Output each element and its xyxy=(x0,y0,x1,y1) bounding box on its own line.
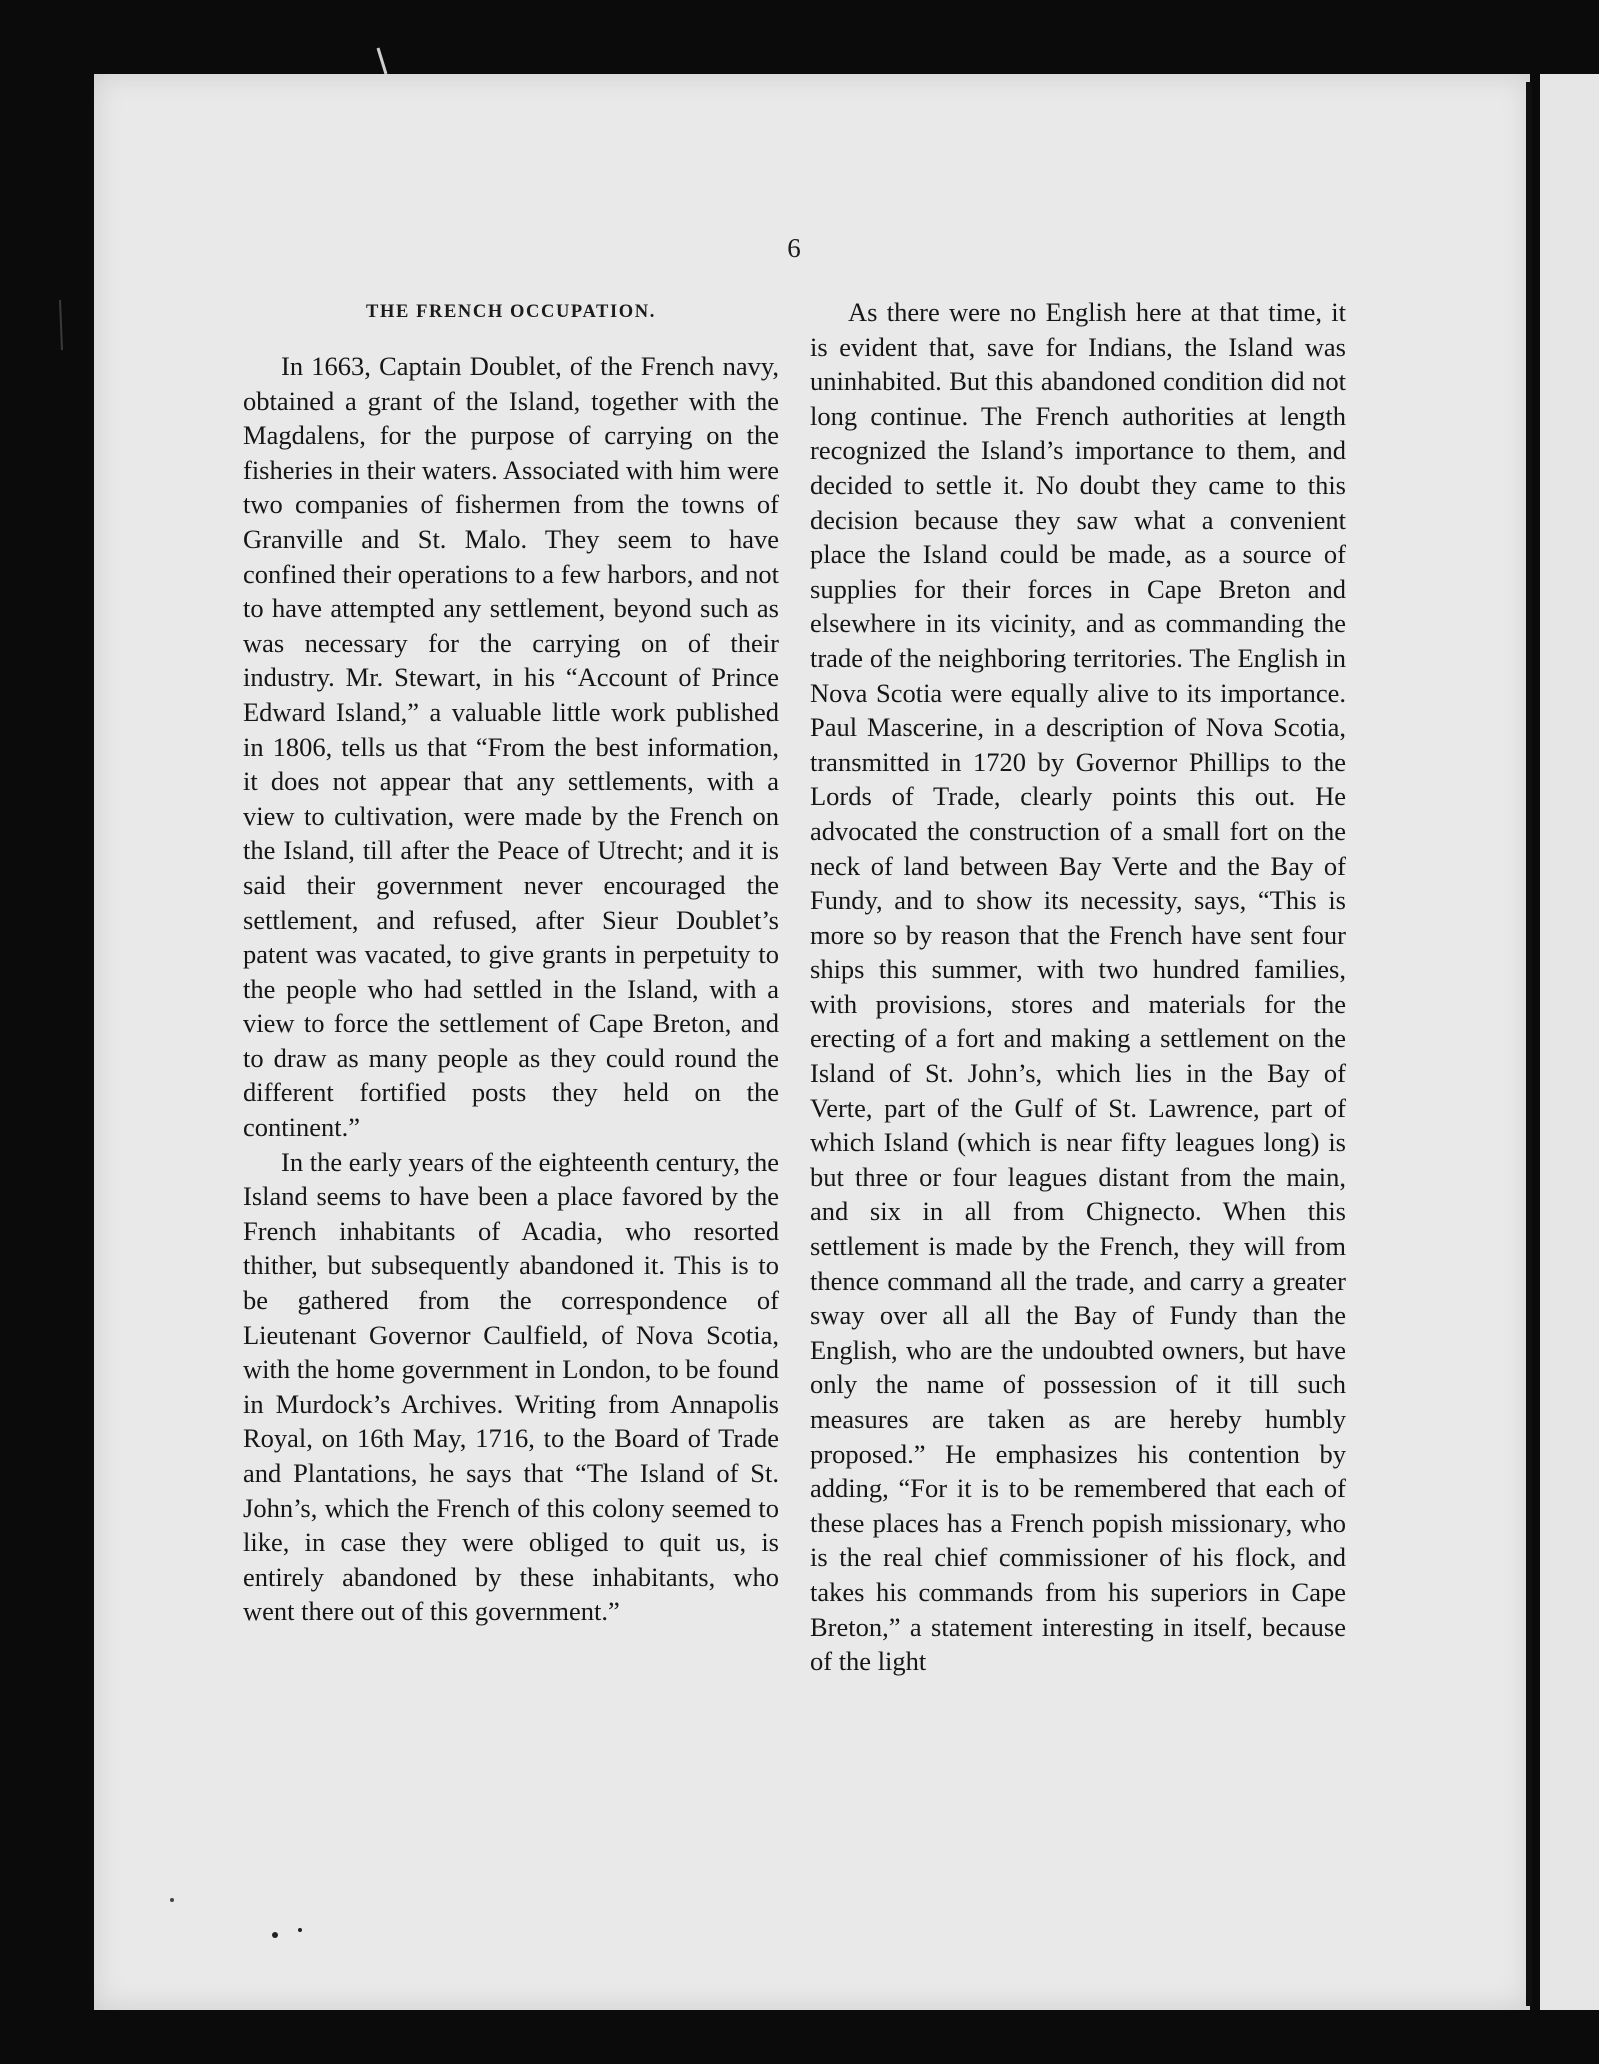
paragraph: In the early years of the eighteenth century, the Island seems to have been a place favored by the French inhabitants of Acadia, who resorted thither, but subsequently abandoned it. This is to be gathered from the correspondence of Lieutenant Governor Caulfield, of Nova Scotia, with the home government in London, to be found in Murdock’s Archives. Writing from Annapolis Royal, on 16th May, 1716, to the Board of Trade and Plantations, he says that “The Island of St. John’s, which the French of this colony seemed to like, in case they were obliged to quit us, is entirely abandoned by these inhabitants, who went there out of this government.” xyxy=(243,1146,779,1627)
paragraph: In 1663, Captain Doublet, of the French navy, obtained a grant of the Island, together with the Magdalens, for the purpose of carrying on the fisheries in their waters. Associated with him were two companies of fishermen from the towns of Granville and St. Malo. They seem to have confined their operations to a few harbors, and not to have attempted any settlement, beyond such as was necessary for the carrying on of their industry. Mr. Stewart, in his “Account of Prince Edward Island,” a valuable little work published in 1806, tells us that “From the best information, it does not appear that any settlements, with a view to cultivation, were made by the French on the Island, till after the Peace of Utrecht; and it is said their government never encouraged the settlement, and refused, after Sieur Doublet’s patent was vacated, to give grants in perpetuity to the people who had settled in the Island, with a view to force the settlement of Cape Breton, and to draw as many people as they could round the different fortified posts they held on the continent.” xyxy=(243,351,779,1143)
right-column xyxy=(810,295,1346,1679)
left-column xyxy=(243,295,779,1629)
page-number: 6 xyxy=(787,233,801,263)
page-edge-shadow xyxy=(1526,82,1532,2006)
paragraph: As there were no English here at that time, it is evident that, save for Indians, the Island was uninhabited. But this abandoned condition did not long continue. The French authorities at length recognized the Island’s importance to them, and decided to settle it. No doubt they came to this decision because they saw what a convenient place the Island could be made, as a source of supplies for their forces in Cape Breton and elsewhere in its vicinity, and as commanding the trade of the neighboring territories. The English in Nova Scotia were equally alive to its importance. Paul Mascerine, in a description of Nova Scotia, transmitted in 1720 by Governor Phillips to the Lords of Trade, clearly points this out. He advocated the construction of a small fort on the neck of land between Bay Verte and the Bay of Fundy, and to show its necessity, says, “This is more so by reason that the French have sent four ships this summer, with two hundred families, with provisions, stores and materials for the erecting of a fort and making a settlement on the Island of St. John’s, which lies in the Bay of Verte, part of the Gulf of St. Lawrence, part of which Island (which is near fifty leagues long) is but three or four leagues distant from the main, and six in all from Chignecto. When this settlement is made by the French, they will from thence command all the trade, and carry a greater sway over all all the Bay of Fundy than the English, who are the undoubted owners, but have only the name of possession of it till such measures are taken as are hereby humbly proposed.” He emphasizes his contention by adding, “For it is to be remembered that each of these places has a French popish missionary, who is the real chief commissioner of his flock, and takes his commands from his superiors in Cape Breton,” a statement interesting in itself, because of the light xyxy=(810,297,1346,1677)
facing-page-strip xyxy=(1540,74,1599,2010)
section-heading: THE FRENCH OCCUPATION. xyxy=(366,302,656,322)
